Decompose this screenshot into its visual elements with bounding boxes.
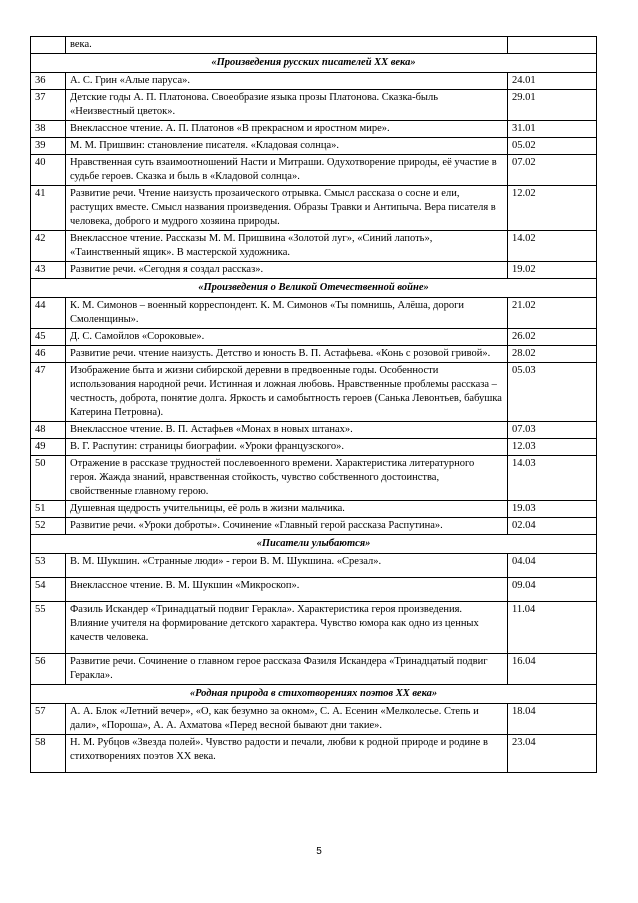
lesson-row [31, 422, 597, 439]
lesson-topic: Внеклассное чтение. А. П. Платонов «В прекрасном и яростном мире». [66, 121, 508, 138]
lesson-number: 48 [31, 422, 66, 439]
section-title: «Произведения о Великой Отечественной войне» [31, 279, 597, 298]
lesson-date: 16.04 [508, 654, 597, 685]
lesson-date: 11.04 [508, 602, 597, 654]
page-number: 5 [316, 846, 322, 857]
lesson-date: 12.02 [508, 186, 597, 231]
lesson-date: 14.03 [508, 456, 597, 501]
lesson-number: 46 [31, 346, 66, 363]
lesson-topic: К. М. Симонов – военный корреспондент. К. М. Симонов «Ты помнишь, Алёша, дороги Смоленщины». [66, 298, 508, 329]
lesson-row [31, 346, 597, 363]
lesson-number: 55 [31, 602, 66, 654]
lesson-topic: Детские годы А. П. Платонова. Своеобразие языка прозы Платонова. Сказка-быль «Неизвестный цветок». [66, 90, 508, 121]
lesson-date: 02.04 [508, 518, 597, 535]
lesson-number: 51 [31, 501, 66, 518]
lesson-row [31, 554, 597, 578]
lesson-topic: века. [66, 37, 508, 54]
section-title: «Родная природа в стихотворениях поэтов XX века» [31, 685, 597, 704]
lesson-row [31, 329, 597, 346]
lesson-number: 41 [31, 186, 66, 231]
lesson-row [31, 578, 597, 602]
lesson-number: 36 [31, 73, 66, 90]
lesson-number: 58 [31, 735, 66, 773]
lesson-row [31, 155, 597, 186]
lesson-date: 04.04 [508, 554, 597, 578]
lesson-row [31, 704, 597, 735]
lesson-topic: А. А. Блок «Летний вечер», «О, как безумно за окном», С. А. Есенин «Мелколесье. Степь и дали», «Пороша», А. А. Ахматова «Перед весной бывают дни такие». [66, 704, 508, 735]
lesson-date: 05.02 [508, 138, 597, 155]
lesson-plan-table [30, 36, 597, 773]
lesson-row [31, 363, 597, 422]
lesson-row [31, 262, 597, 279]
lesson-row [31, 37, 597, 54]
lesson-date: 31.01 [508, 121, 597, 138]
lesson-row [31, 518, 597, 535]
lesson-date: 12.03 [508, 439, 597, 456]
lesson-date: 26.02 [508, 329, 597, 346]
lesson-number: 39 [31, 138, 66, 155]
lesson-date: 07.02 [508, 155, 597, 186]
lesson-date [508, 37, 597, 54]
section-header-row [31, 535, 597, 554]
lesson-number: 53 [31, 554, 66, 578]
lesson-date: 23.04 [508, 735, 597, 773]
lesson-date: 07.03 [508, 422, 597, 439]
lesson-number: 42 [31, 231, 66, 262]
section-header-row [31, 279, 597, 298]
lesson-date: 29.01 [508, 90, 597, 121]
lesson-topic: Развитие речи. «Уроки доброты». Сочинение «Главный герой рассказа Распутина». [66, 518, 508, 535]
lesson-topic: Душевная щедрость учительницы, её роль в жизни мальчика. [66, 501, 508, 518]
lesson-date: 19.03 [508, 501, 597, 518]
lesson-number: 49 [31, 439, 66, 456]
lesson-number: 52 [31, 518, 66, 535]
lesson-number: 47 [31, 363, 66, 422]
lesson-row [31, 654, 597, 685]
lesson-topic: Изображение быта и жизни сибирской деревни в предвоенные годы. Особенности использования народной речи. Истинная и ложная любовь. Нравственные проблемы рассказа – честность, доброта, понятие долга. Яркость и самобытность героев (Санька Левонтьев, бабушка Катерина Петровна). [66, 363, 508, 422]
lesson-row [31, 439, 597, 456]
lesson-row [31, 121, 597, 138]
lesson-date: 28.02 [508, 346, 597, 363]
lesson-topic: А. С. Грин «Алые паруса». [66, 73, 508, 90]
lesson-date: 05.03 [508, 363, 597, 422]
lesson-topic: Н. М. Рубцов «Звезда полей». Чувство радости и печали, любви к родной природе и родине в стихотворениях поэтов XX века. [66, 735, 508, 773]
lesson-topic: Развитие речи. чтение наизусть. Детство и юность В. П. Астафьева. «Конь с розовой гривой». [66, 346, 508, 363]
lesson-number: 43 [31, 262, 66, 279]
lesson-topic: В. Г. Распутин: страницы биографии. «Уроки французского». [66, 439, 508, 456]
lesson-number: 37 [31, 90, 66, 121]
lesson-row [31, 231, 597, 262]
section-header-row [31, 685, 597, 704]
lesson-plan-body [31, 37, 597, 773]
lesson-topic: Развитие речи. Чтение наизусть прозаического отрывка. Смысл рассказа о сосне и ели, растущих вместе. Смысл названия произведения. Образы Травки и Антипыча. Вера писателя в человека, доброго и мудрого хозяина природы. [66, 186, 508, 231]
lesson-number: 45 [31, 329, 66, 346]
lesson-number: 38 [31, 121, 66, 138]
lesson-topic: М. М. Пришвин: становление писателя. «Кладовая солнца». [66, 138, 508, 155]
lesson-date: 14.02 [508, 231, 597, 262]
lesson-number: 54 [31, 578, 66, 602]
lesson-row [31, 138, 597, 155]
lesson-topic: Внеклассное чтение. В. П. Астафьев «Монах в новых штанах». [66, 422, 508, 439]
lesson-number: 40 [31, 155, 66, 186]
lesson-row [31, 73, 597, 90]
lesson-row [31, 90, 597, 121]
lesson-topic: Внеклассное чтение. В. М. Шукшин «Микроскоп». [66, 578, 508, 602]
lesson-date: 18.04 [508, 704, 597, 735]
lesson-topic: Д. С. Самойлов «Сороковые». [66, 329, 508, 346]
lesson-date: 21.02 [508, 298, 597, 329]
lesson-date: 24.01 [508, 73, 597, 90]
lesson-date: 19.02 [508, 262, 597, 279]
lesson-row [31, 501, 597, 518]
lesson-topic: Отражение в рассказе трудностей послевоенного времени. Характеристика литературного героя. Жажда знаний, нравственная стойкость, чувство собственного достоинства, свойственные главному герою. [66, 456, 508, 501]
lesson-number: 56 [31, 654, 66, 685]
lesson-topic: Нравственная суть взаимоотношений Насти и Митраши. Одухотворение природы, её участие в судьбе героев. Сказка и быль в «Кладовой солнца». [66, 155, 508, 186]
lesson-topic: Развитие речи. Сочинение о главном герое рассказа Фазиля Искандера «Тринадцатый подвиг Геракла». [66, 654, 508, 685]
lesson-number: 57 [31, 704, 66, 735]
lesson-topic: Внеклассное чтение. Рассказы М. М. Пришвина «Золотой луг», «Синий лапоть», «Таинственный ящик». В мастерской художника. [66, 231, 508, 262]
lesson-number: 50 [31, 456, 66, 501]
lesson-row [31, 735, 597, 773]
section-title: «Произведения русских писателей XX века» [31, 54, 597, 73]
lesson-row [31, 298, 597, 329]
lesson-row [31, 456, 597, 501]
lesson-topic: Развитие речи. «Сегодня я создал рассказ». [66, 262, 508, 279]
lesson-number: 44 [31, 298, 66, 329]
lesson-date: 09.04 [508, 578, 597, 602]
lesson-number [31, 37, 66, 54]
lesson-row [31, 186, 597, 231]
lesson-row [31, 602, 597, 654]
lesson-topic: Фазиль Искандер «Тринадцатый подвиг Геракла». Характеристика героя произведения. Влияние учителя на формирование детского характера. Чувство юмора как одно из ценных качеств человека. [66, 602, 508, 654]
lesson-topic: В. М. Шукшин. «Странные люди» - герои В. М. Шукшина. «Срезал». [66, 554, 508, 578]
section-title: «Писатели улыбаются» [31, 535, 597, 554]
section-header-row [31, 54, 597, 73]
